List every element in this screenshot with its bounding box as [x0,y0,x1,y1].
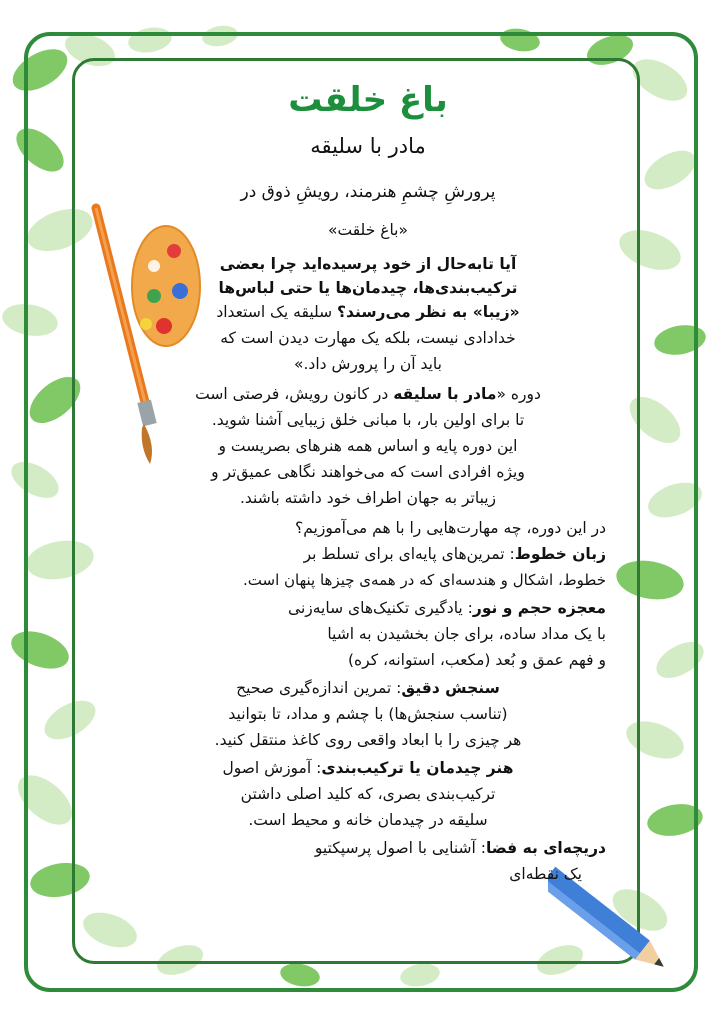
course-line-1: دوره «مادر با سلیقه در کانون رویش، فرصتی است [195,385,541,403]
skill-4-line-3: سلیقه در چیدمان خانه و محیط است. [248,811,488,829]
page-title: باغ خلقت [288,80,448,120]
skill-2-line-3: و فهم عمق و بُعد (مکعب، استوانه، کره) [347,651,606,669]
skill-4-line-1: هنر چیدمان یا ترکیب‌بندی: آموزش اصول [222,759,514,777]
course-line-3: این دوره پایه و اساس همه هنرهای بصریست و [218,437,518,455]
course-question: در این دوره، چه مهارت‌هایی را با هم می‌آموزیم؟ [295,519,606,537]
tagline-line-1: پرورشِ چشمِ هنرمند، رویشِ ذوق در [240,182,496,202]
skill-1-line-1: زبان خطوط: تمرین‌های پایه‌ای برای تسلط بر [303,545,606,563]
skill-1-line-2: خطوط، اشکال و هندسه‌ای که در همه‌ی چیزها پنهان است. [243,571,606,589]
skill-2-line-2: با یک مداد ساده، برای جان بخشیدن به اشیا [327,625,606,643]
skill-4-line-2: ترکیب‌بندی بصری، که کلید اصلی داشتن [240,785,496,803]
skill-5-line-1: دریچه‌ای به فضا: آشنایی با اصول پرسپکتیو [314,839,606,857]
intro-line-3: «زیبا» به نظر می‌رسند؟ سلیقه یک استعداد [216,303,520,321]
course-line-4: ویژه افرادی است که می‌خواهند نگاهی عمیق‌تر و [211,463,525,481]
page-subtitle: مادر با سلیقه [310,134,426,158]
tagline-line-2: «باغ خلقت» [328,221,408,239]
poster-text [130,70,606,890]
skill-5-line-2: یک نقطه‌ای [509,865,582,883]
course-line-5: زیباتر به جهان اطراف خود داشته باشند. [239,489,497,507]
intro-line-4: خدادادی نیست، بلکه یک مهارت دیدن است که [220,329,516,347]
skill-3-line-3: هر چیزی را با ابعاد واقعی روی کاغذ منتقل کنید. [214,731,522,749]
skill-2-line-1: معجزه حجم و نور: یادگیری تکنیک‌های سایه‌زنی [288,599,606,617]
skill-3-line-1: سنجش دقیق: تمرین اندازه‌گیری صحیح [236,679,500,697]
intro-line-5: باید آن را پرورش داد.» [294,355,442,373]
skill-3-line-2: (تناسب سنجش‌ها) با چشم و مداد، تا بتوانید [228,705,508,723]
intro-line-2: ترکیب‌بندی‌ها، چیدمان‌ها یا حتی لباس‌ها [218,279,518,297]
intro-line-1: آیا تابه‌حال از خود پرسیده‌اید چرا بعضی [219,255,517,273]
course-line-2: تا برای اولین بار، با مبانی خلق زیبایی آشنا شوید. [211,411,525,429]
